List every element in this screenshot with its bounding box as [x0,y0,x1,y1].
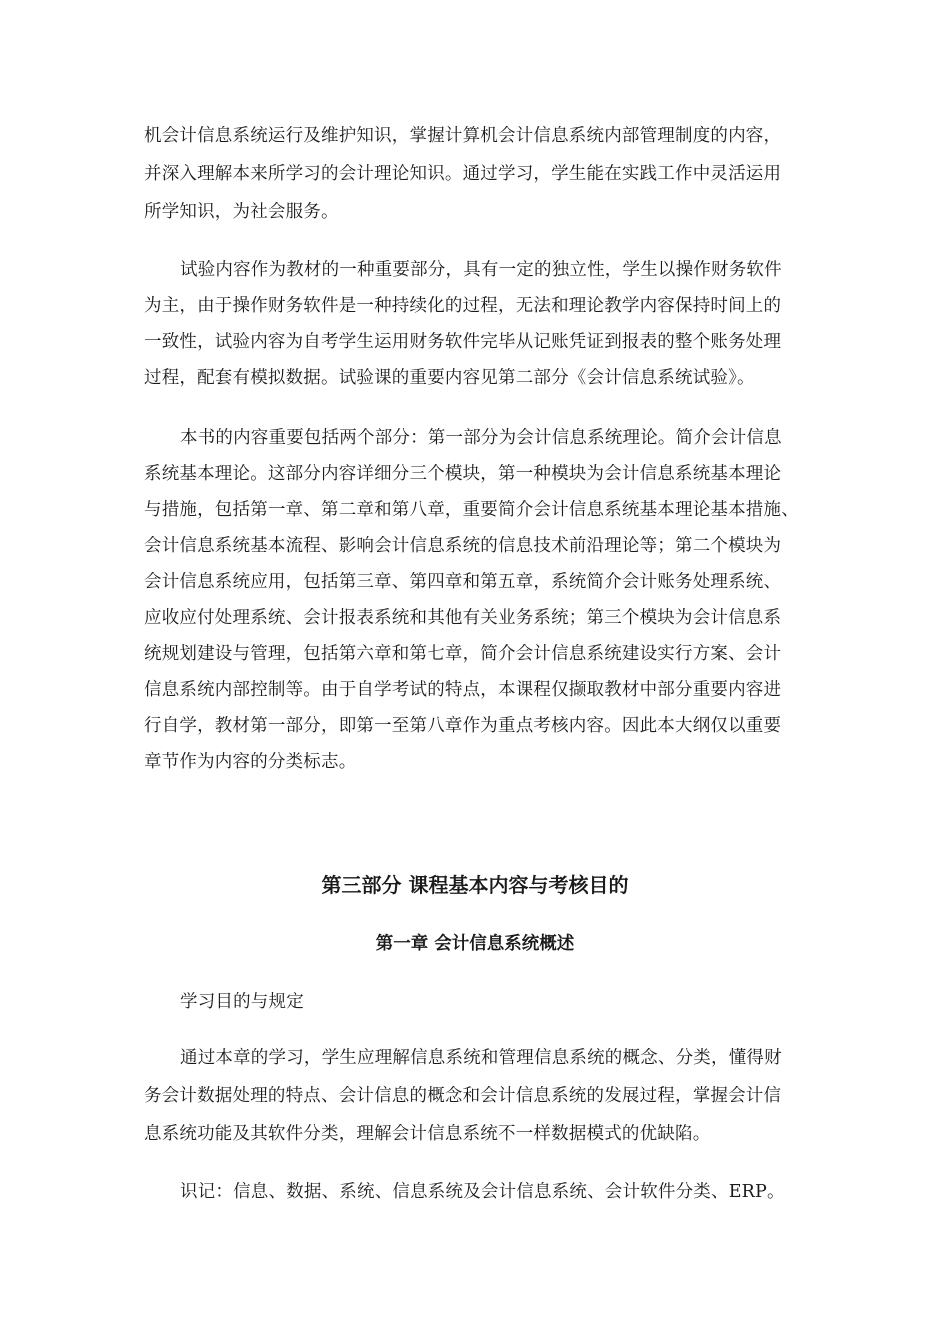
paragraph-line: 统规划建设与管理，包括第六章和第七章，简介会计信息系统建设实行方案、会计 [144,644,782,664]
part-title: 第三部分 课程基本内容与考核目的 [321,873,629,897]
paragraph-line: 通过本章的学习，学生应理解信息系统和管理信息系统的概念、分类，懂得财 [180,1048,782,1068]
paragraph-line: 章节作为内容的分类标志。 [144,752,357,772]
paragraph-line: 信息系统内部控制等。由于自学考试的特点，本课程仅撷取教材中部分重要内容进 [144,680,782,700]
paragraph-line: 为主，由于操作财务软件是一种持续化的过程，无法和理论教学内容保持时间上的 [144,296,782,316]
paragraph-line: 本书的内容重要包括两个部分：第一部分为会计信息系统理论。简介会计信息 [180,428,782,448]
paragraph-line: 机会计信息系统运行及维护知识，掌握计算机会计信息系统内部管理制度的内容， [144,126,782,146]
paragraph-line: 试验内容作为教材的一种重要部分，具有一定的独立性，学生以操作财务软件 [180,260,782,280]
paragraph-line: 务会计数据处理的特点、会计信息的概念和会计信息系统的发展过程，掌握会计信 [144,1086,782,1106]
paragraph-line: 过程，配套有模拟数据。试验课的重要内容见第二部分《会计信息系统试验》。 [144,368,755,388]
paragraph-line: 一致性，试验内容为自考学生运用财务软件完毕从记账凭证到报表的整个账务处理 [144,332,782,352]
paragraph-line: 并深入理解本来所学习的会计理论知识。通过学习，学生能在实践工作中灵活运用 [144,164,782,184]
paragraph-line: 与措施，包括第一章、第二章和第八章，重要简介会计信息系统基本理论基本措施、 [144,500,799,520]
paragraph-line: 会计信息系统基本流程、影响会计信息系统的信息技术前沿理论等；第二个模块为 [144,536,782,556]
paragraph-line: 会计信息系统应用，包括第三章、第四章和第五章，系统简介会计账务处理系统、 [144,572,782,592]
paragraph-line: 所学知识，为社会服务。 [144,202,339,222]
paragraph-line: 系统基本理论。这部分内容详细分三个模块，第一种模块为会计信息系统基本理论 [144,464,782,484]
chapter-title: 第一章 会计信息系统概述 [375,934,575,954]
paragraph-line: 息系统功能及其软件分类，理解会计信息系统不一样数据模式的优缺陷。 [144,1124,711,1144]
paragraph-line: 应收应付处理系统、会计报表系统和其他有关业务系统；第三个模块为会计信息系 [144,608,782,628]
memorize-line: 识记：信息、数据、系统、信息系统及会计信息系统、会计软件分类、ERP。 [180,1182,785,1202]
paragraph-line: 行自学，教材第一部分，即第一至第八章作为重点考核内容。因此本大纲仅以重要 [144,716,782,736]
section-label: 学习目的与规定 [180,992,304,1012]
